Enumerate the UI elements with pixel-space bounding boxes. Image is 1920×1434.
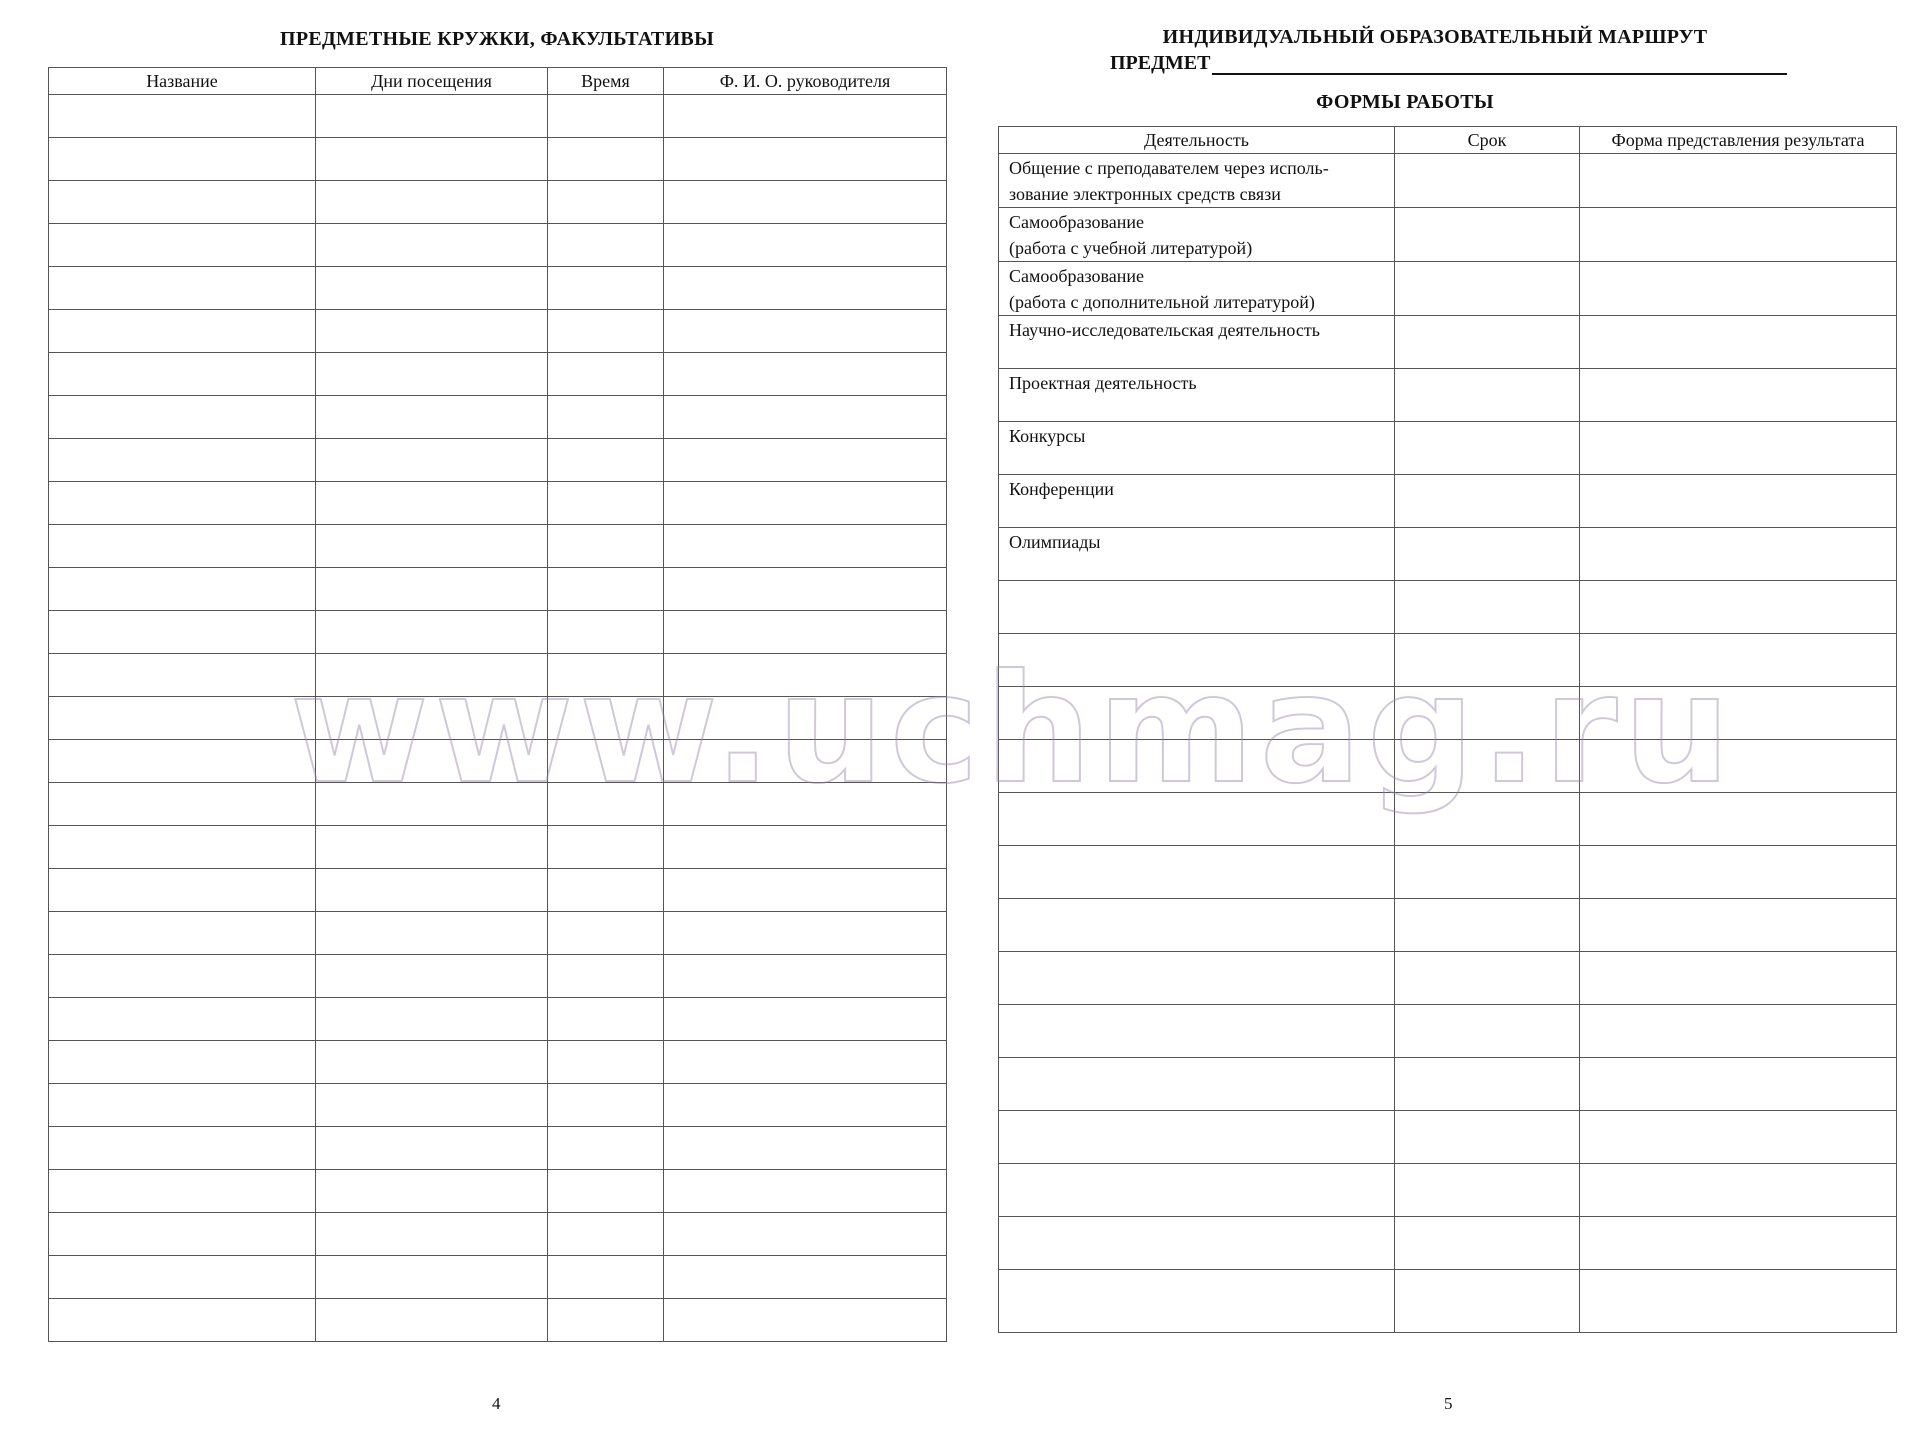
cell-days [316,998,548,1041]
cell-name [49,1084,316,1127]
cell-activity: Общение с преподавателем через исполь- зование электронных средств связи [999,154,1395,208]
cell-time [548,955,664,998]
table-row [999,1164,1897,1217]
forms-title: ФОРМЫ РАБОТЫ [1316,91,1494,113]
cell-leader [664,912,947,955]
table-row [49,1256,947,1299]
cell-deadline [1395,581,1580,634]
cell-activity: Научно-исследовательская деятельность [999,316,1395,369]
cell-name [49,955,316,998]
table-row [999,581,1897,634]
cell-activity [999,1270,1395,1333]
table-row [999,740,1897,793]
cell-days [316,783,548,826]
cell-deadline [1395,1058,1580,1111]
cell-activity: Проектная деятельность [999,369,1395,422]
cell-time [548,740,664,783]
cell-result-form [1580,1217,1897,1270]
table-row [49,611,947,654]
cell-leader [664,998,947,1041]
cell-activity [999,793,1395,846]
cell-activity [999,634,1395,687]
cell-name [49,912,316,955]
clubs-title: ПРЕДМЕТНЫЕ КРУЖКИ, ФАКУЛЬТАТИВЫ [279,28,715,50]
column-header-name: Название [49,68,316,95]
cell-leader [664,568,947,611]
cell-leader [664,869,947,912]
cell-leader [664,310,947,353]
cell-deadline [1395,262,1580,316]
cell-time [548,267,664,310]
cell-leader [664,955,947,998]
cell-days [316,869,548,912]
table-row [999,1058,1897,1111]
cell-name [49,740,316,783]
cell-activity [999,1058,1395,1111]
cell-time [548,1084,664,1127]
cell-deadline [1395,1111,1580,1164]
cell-days [316,482,548,525]
cell-result-form [1580,154,1897,208]
clubs-table-body [49,95,947,1342]
cell-time [548,697,664,740]
cell-time [548,439,664,482]
table-row [999,846,1897,899]
cell-activity [999,1005,1395,1058]
route-title: ИНДИВИДУАЛЬНЫЙ ОБРАЗОВАТЕЛЬНЫЙ МАРШРУТ [1162,26,1708,48]
cell-leader [664,267,947,310]
cell-leader [664,1256,947,1299]
cell-deadline [1395,208,1580,262]
cell-deadline [1395,846,1580,899]
cell-name [49,783,316,826]
cell-days [316,568,548,611]
cell-name [49,1256,316,1299]
cell-leader [664,525,947,568]
cell-deadline [1395,1164,1580,1217]
cell-deadline [1395,316,1580,369]
cell-result-form [1580,740,1897,793]
cell-activity [999,1217,1395,1270]
cell-days [316,1041,548,1084]
forms-table [998,126,1897,1333]
cell-leader [664,482,947,525]
table-row [49,224,947,267]
cell-time [548,95,664,138]
cell-days [316,353,548,396]
table-row [999,687,1897,740]
cell-deadline [1395,528,1580,581]
cell-result-form [1580,1111,1897,1164]
cell-result-form [1580,1058,1897,1111]
table-row [49,396,947,439]
table-row [49,1127,947,1170]
table-row [999,899,1897,952]
cell-result-form [1580,208,1897,262]
cell-days [316,439,548,482]
cell-name [49,826,316,869]
cell-days [316,697,548,740]
cell-deadline [1395,952,1580,1005]
cell-leader [664,654,947,697]
cell-time [548,525,664,568]
table-row [49,353,947,396]
cell-days [316,1170,548,1213]
cell-time [548,1256,664,1299]
cell-time [548,353,664,396]
cell-deadline [1395,634,1580,687]
cell-days [316,611,548,654]
column-header-result-form: Форма представления результата [1580,127,1897,154]
cell-days [316,525,548,568]
cell-leader [664,181,947,224]
cell-result-form [1580,793,1897,846]
cell-time [548,1213,664,1256]
table-row [49,955,947,998]
table-row [49,654,947,697]
cell-result-form [1580,262,1897,316]
cell-activity: Конкурсы [999,422,1395,475]
forms-table-body [999,154,1897,1333]
cell-days [316,267,548,310]
cell-name [49,998,316,1041]
cell-name [49,353,316,396]
cell-leader [664,396,947,439]
cell-result-form [1580,475,1897,528]
cell-time [548,783,664,826]
cell-result-form [1580,316,1897,369]
cell-name [49,611,316,654]
cell-time [548,396,664,439]
cell-time [548,310,664,353]
table-row [999,475,1897,528]
cell-activity [999,846,1395,899]
cell-days [316,310,548,353]
cell-days [316,826,548,869]
cell-name [49,181,316,224]
cell-leader [664,95,947,138]
cell-time [548,912,664,955]
cell-leader [664,1127,947,1170]
table-row [999,952,1897,1005]
cell-result-form [1580,581,1897,634]
cell-time [548,224,664,267]
cell-activity [999,687,1395,740]
cell-name [49,310,316,353]
cell-activity [999,740,1395,793]
cell-deadline [1395,369,1580,422]
cell-result-form [1580,1005,1897,1058]
cell-deadline [1395,475,1580,528]
table-row [49,826,947,869]
cell-time [548,869,664,912]
table-row [49,783,947,826]
cell-leader [664,1299,947,1342]
cell-result-form [1580,1270,1897,1333]
table-row [49,1213,947,1256]
column-header-time: Время [548,68,664,95]
table-row [49,1084,947,1127]
cell-days [316,740,548,783]
cell-days [316,138,548,181]
clubs-header-row [49,68,947,95]
table-row [999,528,1897,581]
cell-activity [999,1111,1395,1164]
table-row [999,262,1897,316]
cell-result-form [1580,634,1897,687]
column-header-activity: Деятельность [999,127,1395,154]
table-row [49,912,947,955]
cell-deadline [1395,1270,1580,1333]
page-number: 5 [1444,1394,1453,1413]
cell-result-form [1580,369,1897,422]
cell-time [548,611,664,654]
cell-name [49,482,316,525]
cell-name [49,1213,316,1256]
table-row [49,568,947,611]
page-number: 4 [492,1394,501,1413]
column-header-leader: Ф. И. О. руководителя [664,68,947,95]
table-row [999,1217,1897,1270]
right-page [960,0,1920,1434]
table-row [49,525,947,568]
cell-name [49,1299,316,1342]
cell-name [49,95,316,138]
table-row [999,634,1897,687]
cell-leader [664,353,947,396]
cell-result-form [1580,846,1897,899]
cell-name [49,869,316,912]
cell-leader [664,783,947,826]
cell-name [49,1170,316,1213]
cell-days [316,1299,548,1342]
cell-deadline [1395,422,1580,475]
cell-days [316,224,548,267]
cell-activity: Олимпиады [999,528,1395,581]
column-header-days: Дни посещения [316,68,548,95]
cell-time [548,998,664,1041]
cell-days [316,955,548,998]
cell-leader [664,224,947,267]
watermark: www.uchmag.ru [290,643,1737,817]
cell-result-form [1580,422,1897,475]
cell-result-form [1580,528,1897,581]
cell-name [49,396,316,439]
table-row [49,95,947,138]
cell-deadline [1395,793,1580,846]
cell-deadline [1395,1005,1580,1058]
table-row [49,998,947,1041]
table-row [49,181,947,224]
cell-leader [664,1213,947,1256]
cell-leader [664,1041,947,1084]
cell-days [316,1213,548,1256]
cell-name [49,267,316,310]
table-row [999,369,1897,422]
table-row [49,697,947,740]
table-row [49,1041,947,1084]
cell-name [49,697,316,740]
cell-activity [999,1164,1395,1217]
cell-days [316,1256,548,1299]
table-row [49,439,947,482]
cell-result-form [1580,1164,1897,1217]
table-row [49,1170,947,1213]
cell-activity [999,952,1395,1005]
cell-name [49,439,316,482]
cell-deadline [1395,1217,1580,1270]
cell-time [548,1299,664,1342]
cell-time [548,482,664,525]
cell-activity: Конференции [999,475,1395,528]
cell-time [548,654,664,697]
cell-name [49,138,316,181]
column-header-deadline: Срок [1395,127,1580,154]
table-row [49,1299,947,1342]
table-row [49,310,947,353]
table-row [999,1005,1897,1058]
cell-activity [999,899,1395,952]
cell-time [548,1170,664,1213]
cell-time [548,181,664,224]
table-row [999,1270,1897,1333]
cell-activity: Самообразование (работа с учебной литературой) [999,208,1395,262]
cell-result-form [1580,952,1897,1005]
cell-days [316,1127,548,1170]
cell-deadline [1395,687,1580,740]
cell-time [548,826,664,869]
cell-name [49,224,316,267]
cell-leader [664,138,947,181]
cell-name [49,1127,316,1170]
cell-name [49,525,316,568]
cell-leader [664,1170,947,1213]
cell-days [316,95,548,138]
cell-leader [664,697,947,740]
cell-leader [664,1084,947,1127]
cell-deadline [1395,899,1580,952]
cell-name [49,568,316,611]
table-row [999,793,1897,846]
cell-activity: Самообразование (работа с дополнительной литературой) [999,262,1395,316]
table-row [49,482,947,525]
cell-name [49,654,316,697]
cell-leader [664,826,947,869]
cell-time [548,568,664,611]
cell-result-form [1580,687,1897,740]
cell-result-form [1580,899,1897,952]
forms-header-row [999,127,1897,154]
cell-days [316,181,548,224]
table-row [49,740,947,783]
cell-days [316,654,548,697]
subject-label: ПРЕДМЕТ [1110,52,1211,74]
cell-days [316,396,548,439]
cell-activity [999,581,1395,634]
table-row [999,208,1897,262]
clubs-table [48,67,947,1342]
cell-days [316,912,548,955]
cell-name [49,1041,316,1084]
table-row [999,422,1897,475]
cell-deadline [1395,740,1580,793]
table-row [999,1111,1897,1164]
cell-leader [664,611,947,654]
cell-leader [664,439,947,482]
subject-blank-line [1212,53,1787,75]
table-row [49,267,947,310]
table-row [999,154,1897,208]
cell-leader [664,740,947,783]
cell-time [548,138,664,181]
cell-deadline [1395,154,1580,208]
table-row [49,869,947,912]
table-row [999,316,1897,369]
subject-field [1110,52,1787,75]
cell-days [316,1084,548,1127]
table-row [49,138,947,181]
cell-time [548,1041,664,1084]
cell-time [548,1127,664,1170]
